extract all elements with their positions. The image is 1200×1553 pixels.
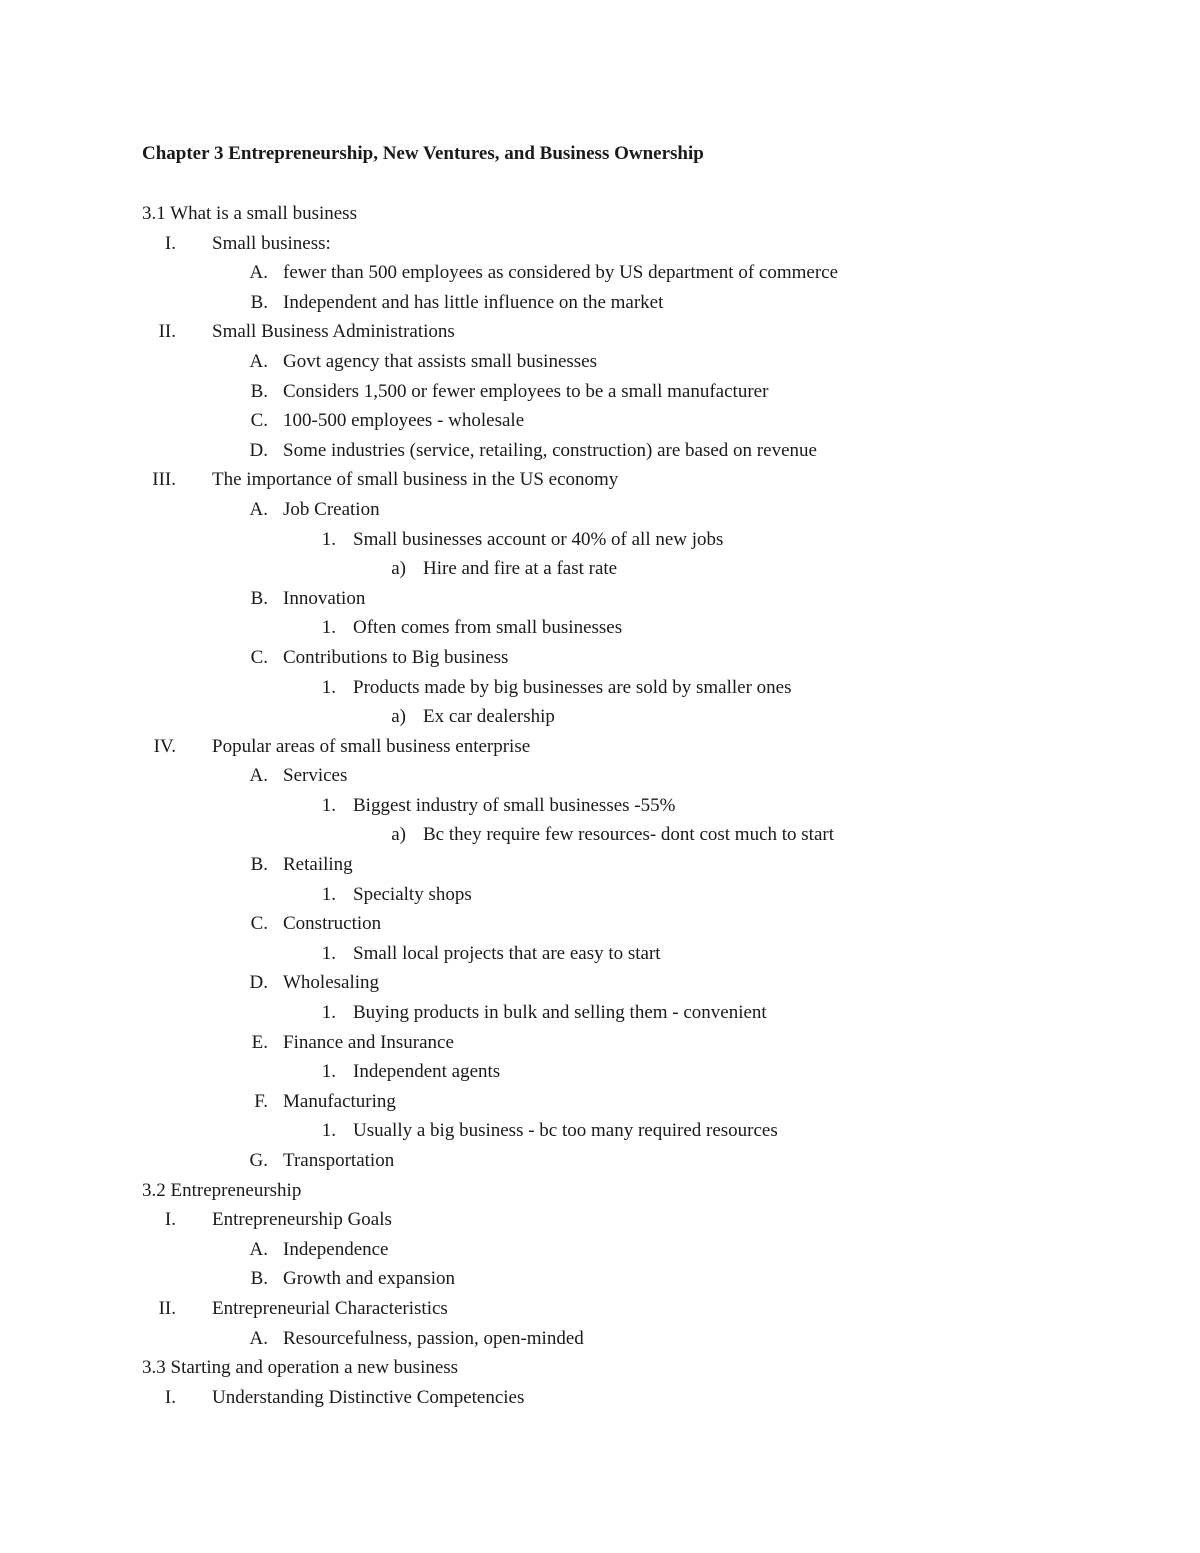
outline-item: [0, 1294, 1200, 1324]
item-text: Often comes from small businesses: [353, 617, 623, 639]
item-text: Buying products in bulk and selling them - convenient: [353, 1002, 767, 1024]
outline-item: [0, 880, 1200, 910]
list-marker: C.: [250, 646, 268, 668]
list-marker: E.: [251, 1031, 268, 1053]
item-text: Finance and Insurance: [283, 1031, 454, 1053]
list-marker: a): [391, 558, 406, 580]
item-text: Govt agency that assists small businesses: [283, 350, 597, 372]
outline-item: [0, 1028, 1200, 1058]
outline-item: [0, 1205, 1200, 1235]
item-text: Entrepreneurship Goals: [212, 1209, 392, 1231]
item-text: The importance of small business in the US economy: [212, 469, 619, 491]
outline-item: [0, 643, 1200, 673]
outline-item: [0, 820, 1200, 850]
list-marker: 1.: [321, 942, 336, 964]
item-text: 3.2 Entrepreneurship: [142, 1179, 302, 1201]
list-marker: A.: [249, 498, 268, 520]
item-text: fewer than 500 employees as considered by US department of commerce: [283, 262, 839, 284]
outline-item: [0, 732, 1200, 762]
section-heading: [0, 1176, 1200, 1206]
outline-item: [0, 495, 1200, 525]
item-text: Hire and fire at a fast rate: [423, 558, 618, 580]
list-marker: 1.: [321, 883, 336, 905]
outline-item: [0, 968, 1200, 998]
outline-item: [0, 909, 1200, 939]
list-marker: III.: [152, 469, 176, 491]
list-marker: a): [391, 824, 406, 846]
item-text: Job Creation: [283, 498, 380, 520]
item-text: Construction: [283, 913, 382, 935]
list-marker: II.: [158, 321, 176, 343]
outline-list: [0, 199, 1200, 1412]
section-heading: [0, 199, 1200, 229]
item-text: Growth and expansion: [283, 1268, 456, 1290]
item-text: Small Business Administrations: [212, 321, 455, 343]
outline-item: [0, 288, 1200, 318]
item-text: 100-500 employees - wholesale: [283, 410, 525, 432]
outline-item: [0, 525, 1200, 555]
list-marker: B.: [250, 380, 268, 402]
list-marker: D.: [249, 439, 268, 461]
list-marker: 1.: [321, 1002, 336, 1024]
outline-item: [0, 1116, 1200, 1146]
list-marker: A.: [249, 765, 268, 787]
outline-item: [0, 584, 1200, 614]
outline-item: [0, 347, 1200, 377]
list-marker: A.: [249, 1327, 268, 1349]
item-text: 3.3 Starting and operation a new business: [142, 1357, 459, 1379]
item-text: Small business:: [212, 232, 331, 254]
outline-item: [0, 998, 1200, 1028]
outline-item: [0, 850, 1200, 880]
item-text: Independent and has little influence on the market: [283, 291, 664, 313]
list-marker: II.: [158, 1297, 176, 1319]
item-text: Entrepreneurial Characteristics: [212, 1297, 448, 1319]
list-marker: 1.: [321, 528, 336, 550]
list-marker: 1.: [321, 676, 336, 698]
item-text: Usually a big business - bc too many required resources: [353, 1120, 778, 1142]
item-text: Popular areas of small business enterprise: [212, 735, 531, 757]
item-text: Resourcefulness, passion, open-minded: [283, 1327, 584, 1349]
list-marker: B.: [250, 291, 268, 313]
list-marker: B.: [250, 587, 268, 609]
outline-item: [0, 465, 1200, 495]
outline-item: [0, 1235, 1200, 1265]
item-text: Specialty shops: [353, 883, 472, 905]
list-marker: IV.: [153, 735, 176, 757]
outline-item: [0, 1324, 1200, 1354]
item-text: Products made by big businesses are sold by smaller ones: [353, 676, 792, 698]
item-text: Independent agents: [353, 1061, 501, 1083]
item-text: Bc they require few resources- dont cost much to start: [423, 824, 835, 846]
item-text: 3.1 What is a small business: [142, 203, 357, 224]
outline-item: [0, 554, 1200, 584]
item-text: Innovation: [283, 587, 366, 609]
outline-item: [0, 761, 1200, 791]
item-text: Contributions to Big business: [283, 646, 509, 668]
item-text: Independence: [283, 1238, 389, 1260]
outline-item: [0, 939, 1200, 969]
item-text: Small businesses account or 40% of all new jobs: [353, 528, 724, 550]
list-marker: A.: [249, 350, 268, 372]
outline-item: [0, 1383, 1200, 1413]
outline-item: [0, 1264, 1200, 1294]
list-marker: 1.: [321, 1061, 336, 1083]
item-text: Biggest industry of small businesses -55%: [353, 794, 676, 816]
list-marker: F.: [254, 1090, 268, 1112]
item-text: Ex car dealership: [423, 706, 555, 728]
item-text: Transportation: [283, 1150, 395, 1171]
outline-item: [0, 229, 1200, 259]
outline-item: [0, 791, 1200, 821]
item-text: Services: [283, 765, 348, 787]
outline-item: [0, 317, 1200, 347]
item-text: Some industries (service, retailing, construction) are based on revenue: [283, 439, 817, 461]
list-marker: C.: [250, 410, 268, 432]
section-heading: [0, 1353, 1200, 1383]
item-text: Manufacturing: [283, 1090, 396, 1112]
list-marker: A.: [249, 262, 268, 284]
list-marker: B.: [250, 854, 268, 876]
list-marker: D.: [249, 972, 268, 994]
outline-item: [0, 1146, 1200, 1176]
outline-item: [0, 258, 1200, 288]
outline-item: [0, 613, 1200, 643]
list-marker: I.: [164, 1209, 176, 1231]
item-text: Considers 1,500 or fewer employees to be a small manufacturer: [283, 380, 769, 402]
list-marker: C.: [250, 913, 268, 935]
outline-item: [0, 1087, 1200, 1117]
list-marker: I.: [164, 232, 176, 254]
list-marker: a): [391, 706, 406, 728]
list-marker: 1.: [321, 617, 336, 639]
item-text: Retailing: [283, 854, 353, 876]
outline-item: [0, 436, 1200, 466]
outline-item: [0, 673, 1200, 703]
list-marker: G.: [249, 1150, 268, 1171]
list-marker: 1.: [321, 794, 336, 816]
outline-item: [0, 377, 1200, 407]
list-marker: 1.: [321, 1120, 336, 1142]
item-text: Small local projects that are easy to start: [353, 942, 661, 964]
document-title: Chapter 3 Entrepreneurship, New Ventures, and Business Ownership: [142, 143, 704, 164]
outline-item: [0, 1057, 1200, 1087]
outline-item: [0, 702, 1200, 732]
list-marker: I.: [164, 1386, 176, 1408]
item-text: Wholesaling: [283, 972, 380, 994]
outline-item: [0, 406, 1200, 436]
item-text: Understanding Distinctive Competencies: [212, 1386, 525, 1408]
list-marker: A.: [249, 1238, 268, 1260]
list-marker: B.: [250, 1268, 268, 1290]
